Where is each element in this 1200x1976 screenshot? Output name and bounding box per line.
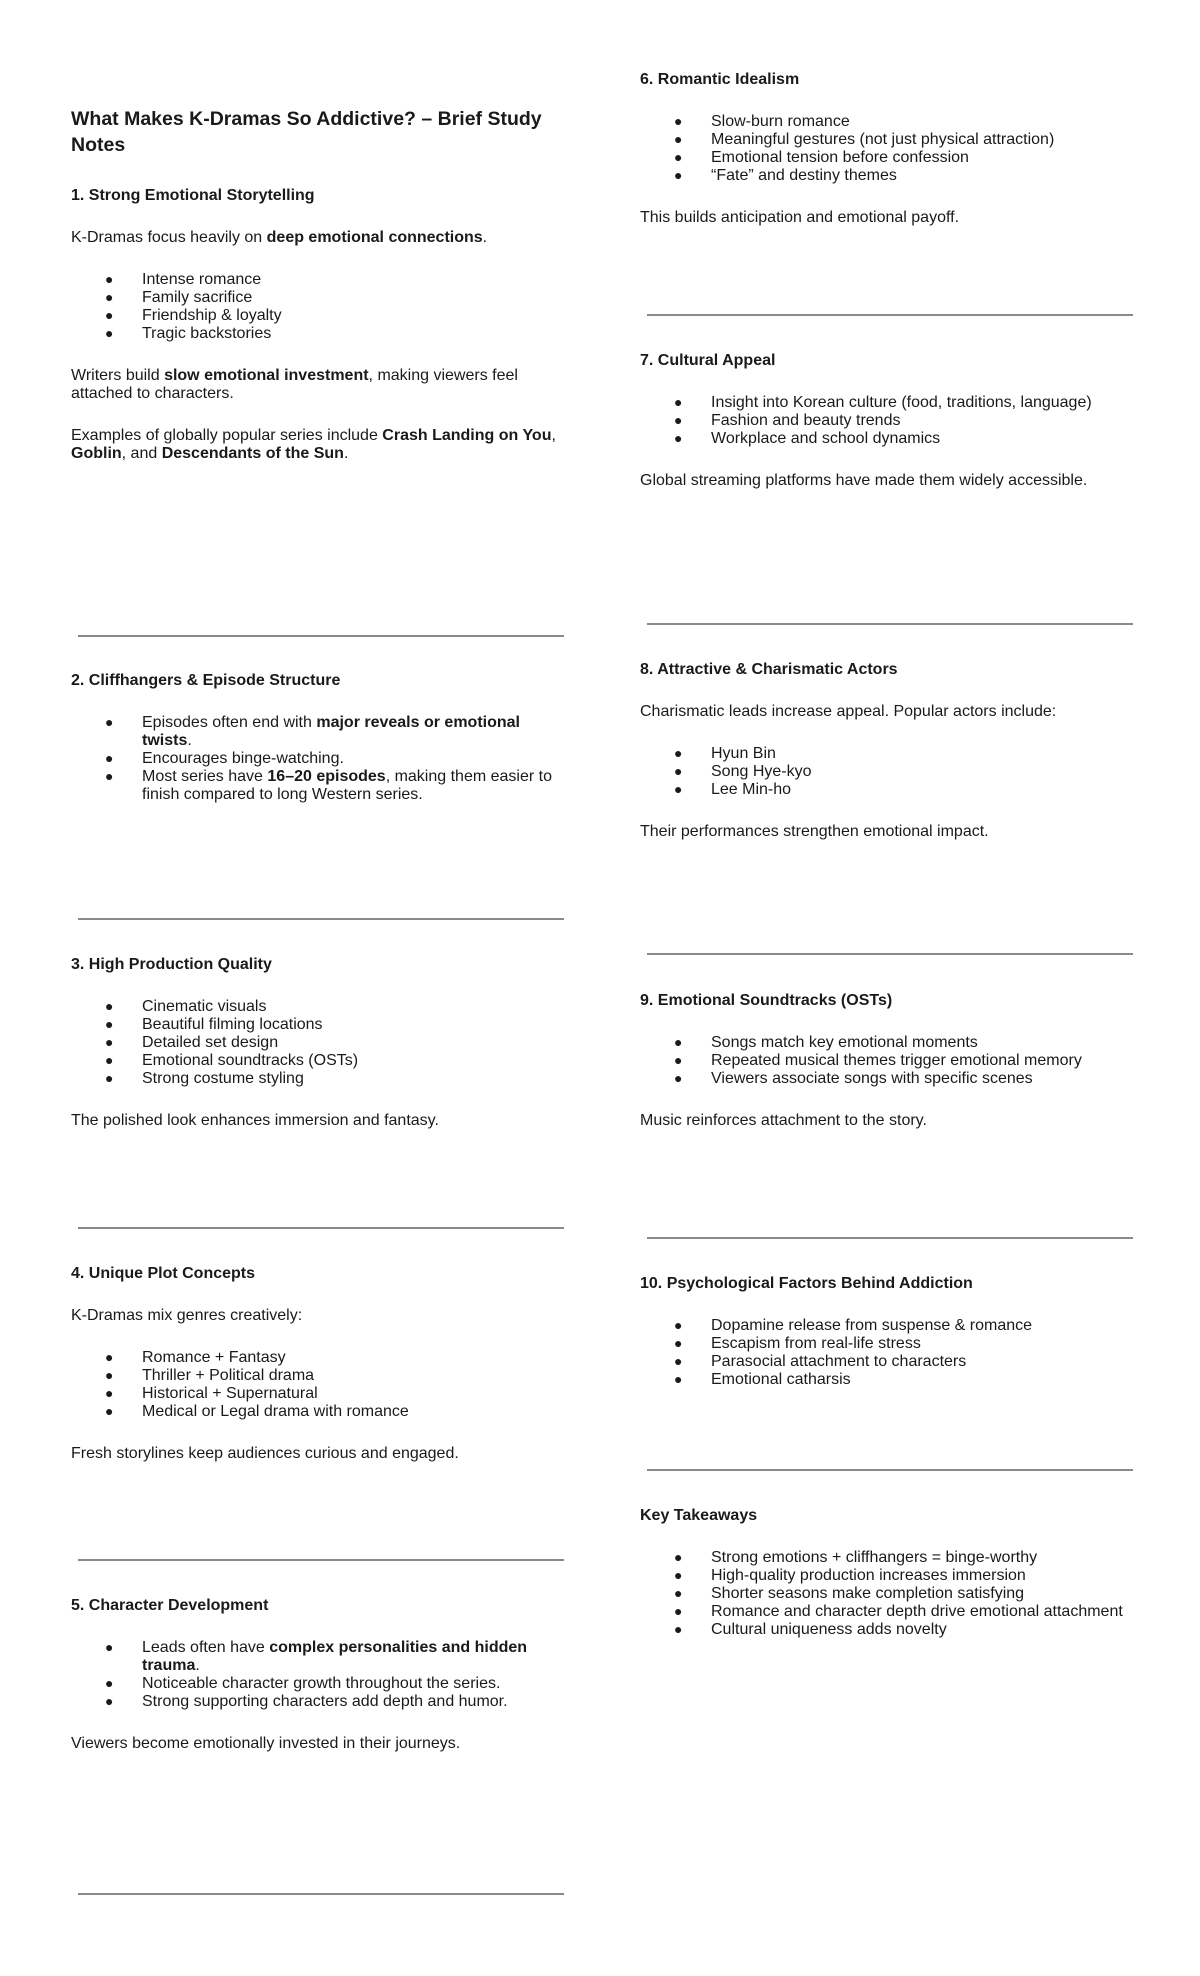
section-heading: 1. Strong Emotional Storytelling [71, 187, 315, 204]
list-item: ● Slow-burn romance [640, 113, 1140, 131]
bullet-list [71, 714, 571, 804]
section-heading: 9. Emotional Soundtracks (OSTs) [640, 992, 893, 1009]
section-heading: 4. Unique Plot Concepts [71, 1265, 256, 1282]
section-2 [71, 672, 571, 804]
list-item: ● Repeated musical themes trigger emotional memory [640, 1052, 1140, 1070]
section-9 [640, 992, 1140, 1130]
list-item: ● Leads often have complex personalities and hidden trauma. [71, 1639, 571, 1675]
list-item: ● Song Hye-kyo [640, 763, 1140, 781]
section-divider [78, 918, 564, 920]
section-divider [647, 1237, 1133, 1239]
list-item: ● Insight into Korean culture (food, traditions, language) [640, 394, 1140, 412]
list-item: ● Fashion and beauty trends [640, 412, 1140, 430]
bullet-list [640, 1034, 1140, 1088]
section-divider [78, 1227, 564, 1229]
section-divider [78, 1559, 564, 1561]
list-item: ● Intense romance [71, 271, 571, 289]
section-divider [647, 623, 1133, 625]
section-4 [71, 1265, 571, 1463]
list-item: ● Strong emotions + cliffhangers = binge-worthy [640, 1549, 1140, 1567]
section-heading: Key Takeaways [640, 1507, 758, 1524]
section-heading: 10. Psychological Factors Behind Addiction [640, 1275, 973, 1292]
section-divider [78, 1893, 564, 1895]
section-intro: K-Dramas mix genres creatively: [71, 1307, 303, 1324]
list-item: ● Detailed set design [71, 1034, 571, 1052]
list-item: ● Workplace and school dynamics [640, 430, 1140, 448]
section-closing: Music reinforces attachment to the story. [640, 1112, 927, 1129]
list-item: ● Shorter seasons make completion satisfying [640, 1585, 1140, 1603]
document-title: What Makes K-Dramas So Addictive? – Brief Study Notes [71, 108, 542, 156]
list-item: ● Dopamine release from suspense & romance [640, 1317, 1140, 1335]
section-5 [71, 1597, 571, 1753]
list-item: ● High-quality production increases immersion [640, 1567, 1140, 1585]
section-closing: The polished look enhances immersion and fantasy. [71, 1112, 439, 1129]
list-item: ● Cultural uniqueness adds novelty [640, 1621, 1140, 1639]
bullet-list [71, 1349, 571, 1421]
list-item: ● “Fate” and destiny themes [640, 167, 1140, 185]
list-item: ● Parasocial attachment to characters [640, 1353, 1140, 1371]
section-heading: 6. Romantic Idealism [640, 71, 800, 88]
list-item: ● Beautiful filming locations [71, 1016, 571, 1034]
list-item: ● Escapism from real-life stress [640, 1335, 1140, 1353]
list-item: ● Hyun Bin [640, 745, 1140, 763]
section-7 [640, 352, 1140, 490]
bullet-list [71, 998, 571, 1088]
list-item: ● Viewers associate songs with specific scenes [640, 1070, 1140, 1088]
key-takeaways [640, 1507, 1140, 1639]
list-item: ● Lee Min-ho [640, 781, 1140, 799]
list-item: ● Strong costume styling [71, 1070, 571, 1088]
list-item: ● Family sacrifice [71, 289, 571, 307]
list-item: ● Most series have 16–20 episodes, making them easier to finish compared to long Western series. [71, 768, 571, 804]
section-1 [71, 187, 571, 463]
list-item: ● Strong supporting characters add depth and humor. [71, 1693, 571, 1711]
bullet-list [640, 394, 1140, 448]
section-6 [640, 71, 1140, 227]
bullet-list [640, 113, 1140, 185]
section-heading: 8. Attractive & Charismatic Actors [640, 661, 898, 678]
section-heading: 3. High Production Quality [71, 956, 272, 973]
section-paragraph: Examples of globally popular series include Crash Landing on You, Goblin, and Descendants of the Sun. [71, 427, 556, 462]
list-item: ● Emotional catharsis [640, 1371, 1140, 1389]
list-item: ● Medical or Legal drama with romance [71, 1403, 571, 1421]
list-item: ● Tragic backstories [71, 325, 571, 343]
bullet-list [640, 745, 1140, 799]
section-closing: Their performances strengthen emotional impact. [640, 823, 989, 840]
list-item: ● Episodes often end with major reveals or emotional twists. [71, 714, 571, 750]
section-closing: Viewers become emotionally invested in their journeys. [71, 1735, 461, 1752]
list-item: ● Thriller + Political drama [71, 1367, 571, 1385]
list-item: ● Emotional soundtracks (OSTs) [71, 1052, 571, 1070]
section-closing: Global streaming platforms have made them widely accessible. [640, 472, 1088, 489]
list-item: ● Noticeable character growth throughout the series. [71, 1675, 571, 1693]
section-paragraph: Writers build slow emotional investment, making viewers feel attached to characters. [71, 367, 518, 402]
bullet-list [71, 1639, 571, 1711]
section-closing: Fresh storylines keep audiences curious and engaged. [71, 1445, 459, 1462]
section-10 [640, 1275, 1140, 1389]
section-divider [647, 314, 1133, 316]
list-item: ● Songs match key emotional moments [640, 1034, 1140, 1052]
section-intro: Charismatic leads increase appeal. Popular actors include: [640, 703, 1057, 720]
section-8 [640, 661, 1140, 841]
bullet-list [71, 271, 571, 343]
list-item: ● Historical + Supernatural [71, 1385, 571, 1403]
list-item: ● Friendship & loyalty [71, 307, 571, 325]
list-item: ● Romance and character depth drive emotional attachment [640, 1603, 1140, 1621]
bullet-list [640, 1317, 1140, 1389]
section-3 [71, 956, 571, 1130]
section-intro: K-Dramas focus heavily on deep emotional connections. [71, 229, 488, 246]
list-item: ● Encourages binge-watching. [71, 750, 571, 768]
section-closing: This builds anticipation and emotional payoff. [640, 209, 960, 226]
list-item: ● Meaningful gestures (not just physical attraction) [640, 131, 1140, 149]
section-divider [647, 953, 1133, 955]
section-heading: 2. Cliffhangers & Episode Structure [71, 672, 341, 689]
section-heading: 5. Character Development [71, 1597, 269, 1614]
section-divider [78, 635, 564, 637]
list-item: ● Romance + Fantasy [71, 1349, 571, 1367]
list-item: ● Cinematic visuals [71, 998, 571, 1016]
section-divider [647, 1469, 1133, 1471]
bullet-list [640, 1549, 1140, 1639]
section-heading: 7. Cultural Appeal [640, 352, 776, 369]
list-item: ● Emotional tension before confession [640, 149, 1140, 167]
